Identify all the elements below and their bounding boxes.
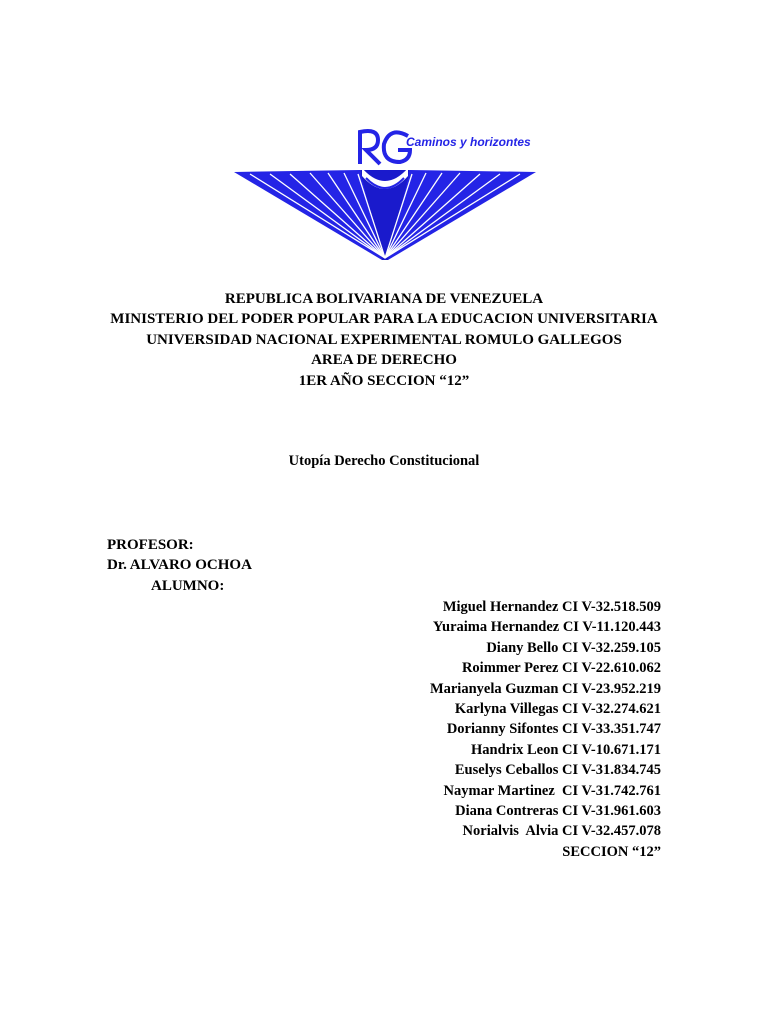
student-entry: Handrix Leon CI V-10.671.171 [471,741,661,758]
students-label: ALUMNO: [151,577,225,594]
header-line-ministry: MINISTERIO DEL PODER POPULAR PARA LA EDUCACION UNIVERSITARIA [110,311,658,328]
wings-emblem-icon [230,124,540,264]
student-entry: Marianyela Guzman CI V-23.952.219 [429,680,661,697]
professor-name: Dr. ALVARO OCHOA [107,557,252,574]
university-logo [230,124,540,264]
header-line-section: 1ER AÑO SECCION “12” [298,372,470,389]
students-list [430,597,661,862]
student-entry: Euselys Ceballos CI V-31.834.745 [454,762,661,779]
header-line-university: UNIVERSIDAD NACIONAL EXPERIMENTAL ROMULO GALLEGOS [146,331,622,348]
header-line-republic: REPUBLICA BOLIVARIANA DE VENEZUELA [224,291,544,307]
student-entry: Roimmer Perez CI V-22.610.062 [461,660,661,677]
professor-block [107,535,252,596]
student-entry: Norialvis Alvia CI V-32.457.078 [462,823,661,840]
header-line-area: AREA DE DERECHO [311,352,457,369]
section-label: SECCION “12” [562,843,661,860]
logo-text: Caminos y horizontes [406,135,531,149]
student-entry: Naymar Martinez CI V-31.742.761 [443,782,661,799]
student-entry: Diany Bello CI V-32.259.105 [486,639,661,656]
document-title: Utopía Derecho Constitucional [288,453,480,469]
institution-header [0,289,768,391]
student-entry: Diana Contreras CI V-31.961.603 [455,803,661,820]
student-entry: Yuraima Hernandez CI V-11.120.443 [432,619,661,636]
student-entry: Karlyna Villegas CI V-32.274.621 [454,701,661,718]
student-entry: Dorianny Sifontes CI V-33.351.747 [446,721,661,738]
professor-label: PROFESOR: [107,537,194,553]
student-entry: Miguel Hernandez CI V-32.518.509 [442,599,661,615]
